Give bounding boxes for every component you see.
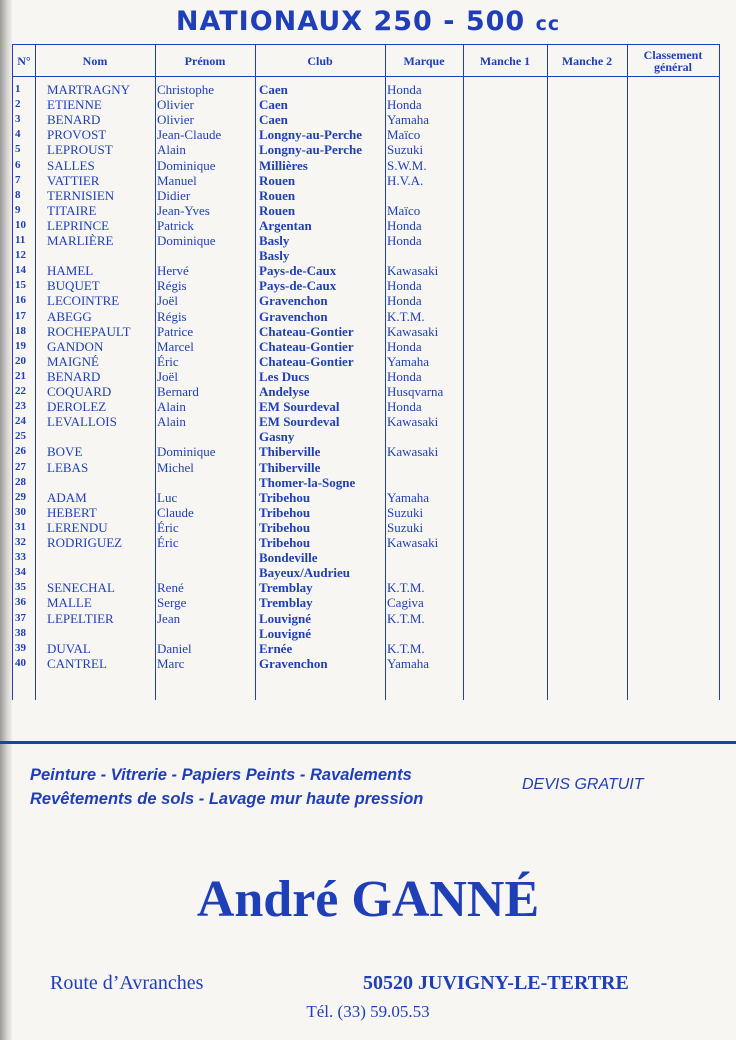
header-manche-1: Manche 1 bbox=[479, 53, 531, 68]
entry-marque: Suzuki bbox=[387, 142, 424, 158]
entry-nom: ETIENNE bbox=[47, 97, 102, 113]
entry-club: Gravenchon bbox=[259, 293, 328, 309]
table-row bbox=[13, 505, 719, 520]
entry-prenom: Éric bbox=[157, 535, 179, 550]
entry-nom: ABEGG bbox=[47, 308, 92, 324]
entry-marque: Honda bbox=[387, 338, 422, 354]
entry-club: Tribehou bbox=[259, 489, 311, 505]
entry-prenom: Régis bbox=[157, 278, 187, 294]
entry-num: 26 bbox=[15, 445, 26, 458]
ad-services-line-1: Peinture - Vitrerie - Papiers Peints - Ravalements bbox=[30, 766, 412, 784]
entry-prenom: Daniel bbox=[157, 640, 192, 656]
entry-num: 29 bbox=[15, 490, 26, 503]
entry-num: 40 bbox=[15, 656, 26, 669]
table-row bbox=[13, 550, 719, 565]
entry-prenom: Joël bbox=[157, 368, 178, 384]
entry-num: 16 bbox=[15, 294, 26, 307]
entry-num: 25 bbox=[15, 430, 26, 443]
entry-prenom: Serge bbox=[157, 595, 187, 611]
entry-nom: MARLIÈRE bbox=[47, 233, 114, 248]
table-row bbox=[13, 490, 719, 505]
entry-club: Chateau-Gontier bbox=[259, 353, 354, 369]
entry-nom: TERNISIEN bbox=[47, 187, 115, 203]
entry-prenom: Alain bbox=[157, 399, 186, 415]
entry-prenom: Alain bbox=[157, 142, 186, 158]
entry-num: 30 bbox=[15, 505, 26, 518]
entry-club: Rouen bbox=[259, 172, 296, 188]
table-row bbox=[13, 475, 719, 490]
table-row bbox=[13, 324, 719, 339]
header-nom: Nom bbox=[82, 53, 108, 68]
table-row bbox=[13, 278, 719, 293]
table-row bbox=[13, 127, 719, 142]
entry-num: 21 bbox=[15, 369, 26, 382]
entry-prenom: Régis bbox=[157, 308, 187, 324]
entry-club: Tribehou bbox=[259, 535, 311, 550]
entry-prenom: Claude bbox=[157, 504, 194, 520]
entry-marque: Kawasaki bbox=[387, 414, 439, 430]
entry-nom: COQUARD bbox=[47, 384, 112, 399]
entry-marque: Honda bbox=[387, 368, 422, 384]
table-row bbox=[13, 641, 719, 656]
entry-num: 38 bbox=[15, 626, 26, 639]
table-row bbox=[13, 309, 719, 324]
entry-prenom: Joël bbox=[157, 293, 178, 309]
entry-marque: Honda bbox=[387, 293, 422, 309]
entry-nom: PROVOST bbox=[47, 127, 107, 143]
entry-num: 2 bbox=[15, 98, 21, 111]
table-row bbox=[13, 520, 719, 535]
header-marque: Marque bbox=[403, 53, 445, 68]
entry-club: Thiberville bbox=[259, 459, 321, 475]
entry-prenom: Patrice bbox=[157, 323, 194, 339]
table-row bbox=[13, 595, 719, 610]
entry-num: 34 bbox=[15, 566, 26, 579]
entry-marque: Suzuki bbox=[387, 504, 424, 520]
entry-marque: Honda bbox=[387, 97, 422, 113]
table-row bbox=[13, 233, 719, 248]
entry-club: Basly bbox=[259, 248, 290, 264]
entry-nom: BENARD bbox=[47, 368, 101, 384]
entry-prenom: Michel bbox=[157, 459, 194, 475]
header-divider bbox=[13, 76, 719, 77]
table-row bbox=[13, 565, 719, 580]
entry-nom: DEROLEZ bbox=[47, 399, 107, 415]
entry-prenom: Marcel bbox=[157, 338, 194, 354]
entry-num: 33 bbox=[15, 551, 26, 564]
entry-club: Gravenchon bbox=[259, 655, 328, 671]
ad-city: 50520 JUVIGNY-LE-TERTRE bbox=[363, 972, 629, 994]
table-row bbox=[13, 248, 719, 263]
entry-marque: Yamaha bbox=[387, 353, 430, 369]
entry-nom: HAMEL bbox=[47, 263, 94, 279]
entry-nom: LERENDU bbox=[47, 519, 108, 535]
entry-num: 18 bbox=[15, 324, 26, 337]
entry-club: Thomer-la-Sogne bbox=[259, 474, 356, 490]
entry-nom: BOVE bbox=[47, 444, 83, 460]
entry-club: Tremblay bbox=[259, 580, 313, 596]
entry-club: Les Ducs bbox=[259, 368, 310, 384]
entry-nom: HEBERT bbox=[47, 504, 97, 520]
entry-num: 15 bbox=[15, 279, 26, 292]
results-table bbox=[12, 44, 720, 700]
entry-nom: BUQUET bbox=[47, 278, 100, 294]
table-row bbox=[13, 460, 719, 475]
entry-num: 22 bbox=[15, 385, 26, 397]
entry-marque: K.T.M. bbox=[387, 308, 425, 324]
entry-club: Louvigné bbox=[259, 610, 312, 626]
entry-nom: MALLE bbox=[47, 595, 92, 611]
ad-company-name: André GANNÉ bbox=[196, 871, 540, 928]
table-row bbox=[13, 626, 719, 641]
table-row bbox=[13, 173, 719, 188]
entry-nom: LECOINTRE bbox=[47, 293, 120, 309]
entry-num: 12 bbox=[15, 249, 26, 262]
entry-nom: BENARD bbox=[47, 112, 101, 128]
entry-prenom: Dominique bbox=[157, 444, 216, 460]
entry-club: Louvigné bbox=[259, 625, 312, 641]
entry-prenom: Olivier bbox=[157, 97, 194, 113]
entry-prenom: Didier bbox=[157, 187, 191, 203]
entry-marque: Honda bbox=[387, 217, 422, 233]
table-row bbox=[13, 414, 719, 429]
entry-prenom: Marc bbox=[157, 655, 185, 671]
entry-nom: SENECHAL bbox=[47, 580, 115, 596]
entry-prenom: Jean-Claude bbox=[157, 127, 222, 143]
entry-num: 28 bbox=[15, 475, 26, 488]
entry-club: Caen bbox=[259, 112, 288, 128]
entry-num: 10 bbox=[15, 218, 26, 231]
table-row bbox=[13, 580, 719, 595]
entry-nom: VATTIER bbox=[47, 172, 100, 188]
header-num: N° bbox=[17, 53, 31, 68]
entry-num: 17 bbox=[15, 309, 26, 322]
entry-nom: MARTRAGNY bbox=[47, 82, 131, 97]
entry-nom: LEPRINCE bbox=[47, 217, 110, 233]
entry-prenom: Dominique bbox=[157, 157, 216, 173]
entry-club: Rouen bbox=[259, 187, 296, 203]
table-row bbox=[13, 263, 719, 278]
entry-club: Rouen bbox=[259, 202, 296, 218]
entry-nom: LEBAS bbox=[47, 459, 89, 475]
entry-nom: TITAIRE bbox=[47, 202, 97, 218]
ad-divider bbox=[0, 741, 736, 744]
entry-prenom: Patrick bbox=[157, 217, 194, 233]
entry-num: 23 bbox=[15, 400, 26, 413]
entry-nom: SALLES bbox=[47, 157, 95, 173]
entry-num: 4 bbox=[15, 128, 21, 141]
entry-num: 35 bbox=[15, 581, 26, 594]
table-row bbox=[13, 218, 719, 233]
entry-nom: LEVALLOIS bbox=[47, 414, 117, 430]
entry-prenom: Dominique bbox=[157, 233, 216, 248]
entry-club: Caen bbox=[259, 97, 288, 113]
entry-num: 32 bbox=[15, 536, 26, 548]
entry-club: EM Sourdeval bbox=[259, 414, 340, 430]
entry-marque: Kawasaki bbox=[387, 535, 439, 550]
entry-marque: K.T.M. bbox=[387, 580, 425, 596]
entry-marque: Honda bbox=[387, 82, 422, 97]
entry-club: Bondeville bbox=[259, 550, 318, 566]
header-prenom: Prénom bbox=[184, 53, 226, 68]
table-row bbox=[13, 656, 719, 671]
table-row bbox=[13, 399, 719, 414]
entry-prenom: Alain bbox=[157, 414, 186, 430]
entry-nom: LEPELTIER bbox=[47, 610, 114, 626]
entry-num: 6 bbox=[15, 158, 21, 171]
entry-club: Millières bbox=[259, 157, 308, 173]
entry-marque: Honda bbox=[387, 399, 422, 415]
entry-club: Tribehou bbox=[259, 504, 311, 520]
entry-marque: Cagiva bbox=[387, 595, 424, 611]
entry-marque: Maïco bbox=[387, 127, 421, 143]
entry-marque: H.V.A. bbox=[387, 172, 424, 188]
entry-club: Thiberville bbox=[259, 444, 321, 460]
entry-marque: Honda bbox=[387, 233, 422, 248]
entry-marque: S.W.M. bbox=[387, 157, 427, 173]
table-row bbox=[13, 158, 719, 173]
entry-prenom: Jean bbox=[157, 610, 181, 626]
table-row bbox=[13, 384, 719, 399]
entry-marque: Yamaha bbox=[387, 655, 430, 671]
title-main: NATIONAUX 250 - 500 bbox=[175, 6, 526, 37]
entry-num: 31 bbox=[15, 520, 26, 533]
entry-club: Longny-au-Perche bbox=[259, 142, 363, 158]
entry-prenom: Jean-Yves bbox=[157, 202, 210, 218]
entry-num: 39 bbox=[15, 641, 26, 654]
table-row bbox=[13, 611, 719, 626]
entry-marque: Kawasaki bbox=[387, 444, 439, 460]
entry-num: 1 bbox=[15, 83, 21, 95]
entry-club: Andelyse bbox=[259, 384, 310, 399]
entry-club: Chateau-Gontier bbox=[259, 338, 354, 354]
entry-prenom: Éric bbox=[157, 353, 179, 369]
page-title bbox=[0, 6, 736, 37]
entry-nom: LEPROUST bbox=[47, 142, 113, 158]
entry-club: Longny-au-Perche bbox=[259, 127, 363, 143]
table-row bbox=[13, 293, 719, 308]
entry-marque: Honda bbox=[387, 278, 422, 294]
entry-club: Tribehou bbox=[259, 519, 311, 535]
entry-num: 7 bbox=[15, 173, 21, 186]
entry-num: 20 bbox=[15, 354, 26, 367]
table-row bbox=[13, 82, 719, 97]
entry-club: Basly bbox=[259, 233, 290, 248]
entry-num: 8 bbox=[15, 188, 21, 201]
entry-num: 19 bbox=[15, 339, 26, 352]
ad-telephone: Tél. (33) 59.05.53 bbox=[306, 1002, 430, 1021]
entry-nom: CANTREL bbox=[47, 655, 107, 671]
entry-prenom: Olivier bbox=[157, 112, 194, 128]
entry-club: Caen bbox=[259, 82, 288, 97]
entry-num: 5 bbox=[15, 143, 21, 156]
header-classement-general: Classement général bbox=[643, 47, 703, 74]
entry-num: 11 bbox=[15, 234, 26, 246]
entry-num: 9 bbox=[15, 203, 21, 216]
entry-marque: Yamaha bbox=[387, 489, 430, 505]
entry-prenom: Bernard bbox=[157, 384, 199, 399]
table-row bbox=[13, 112, 719, 127]
entry-club: Bayeux/Audrieu bbox=[259, 565, 351, 581]
entry-num: 36 bbox=[15, 596, 26, 609]
entry-marque: Yamaha bbox=[387, 112, 430, 128]
table-row bbox=[13, 535, 719, 550]
entry-nom: DUVAL bbox=[47, 640, 91, 656]
entry-club: Chateau-Gontier bbox=[259, 323, 354, 339]
table-row bbox=[13, 444, 719, 459]
ad-street: Route d’Avranches bbox=[50, 972, 204, 994]
table-row bbox=[13, 97, 719, 112]
title-unit: cc bbox=[535, 13, 561, 35]
entry-nom: GANDON bbox=[47, 338, 104, 354]
entry-club: EM Sourdeval bbox=[259, 399, 340, 415]
table-row bbox=[13, 203, 719, 218]
entry-prenom: Manuel bbox=[157, 172, 197, 188]
entry-club: Pays-de-Caux bbox=[259, 278, 337, 294]
entry-num: 27 bbox=[15, 460, 26, 473]
entry-marque: K.T.M. bbox=[387, 640, 425, 656]
entry-prenom: Luc bbox=[157, 489, 178, 505]
entry-club: Ernée bbox=[259, 640, 293, 656]
table-row bbox=[13, 142, 719, 157]
table-row bbox=[13, 429, 719, 444]
entry-nom: MAIGNÉ bbox=[47, 353, 99, 369]
entry-club: Gravenchon bbox=[259, 308, 328, 324]
entry-num: 14 bbox=[15, 264, 26, 277]
entry-nom: ROCHEPAULT bbox=[47, 323, 131, 339]
table-row bbox=[13, 188, 719, 203]
entry-prenom: Christophe bbox=[157, 82, 215, 97]
table-row bbox=[13, 339, 719, 354]
entry-marque: Suzuki bbox=[387, 519, 424, 535]
table-row bbox=[13, 369, 719, 384]
entry-marque: Maïco bbox=[387, 202, 421, 218]
entry-num: 24 bbox=[15, 415, 26, 428]
table-row bbox=[13, 354, 719, 369]
entry-marque: K.T.M. bbox=[387, 610, 425, 626]
header-club: Club bbox=[307, 53, 333, 68]
entry-prenom: René bbox=[157, 580, 184, 596]
entry-num: 37 bbox=[15, 611, 26, 624]
ad-devis: DEVIS GRATUIT bbox=[522, 776, 644, 793]
header-manche-2: Manche 2 bbox=[561, 53, 613, 68]
entry-nom: ADAM bbox=[47, 489, 87, 505]
entry-club: Tremblay bbox=[259, 595, 313, 611]
entry-club: Argentan bbox=[259, 217, 312, 233]
entry-nom: RODRIGUEZ bbox=[47, 535, 123, 550]
entry-club: Gasny bbox=[259, 429, 295, 445]
entry-club: Pays-de-Caux bbox=[259, 263, 337, 279]
entry-prenom: Éric bbox=[157, 519, 179, 535]
entry-prenom: Hervé bbox=[157, 263, 189, 279]
entry-marque: Kawasaki bbox=[387, 323, 439, 339]
entry-num: 3 bbox=[15, 113, 21, 126]
ad-services-line-2: Revêtements de sols - Lavage mur haute pression bbox=[30, 790, 424, 808]
entry-marque: Kawasaki bbox=[387, 263, 439, 279]
entry-marque: Husqvarna bbox=[387, 384, 444, 399]
